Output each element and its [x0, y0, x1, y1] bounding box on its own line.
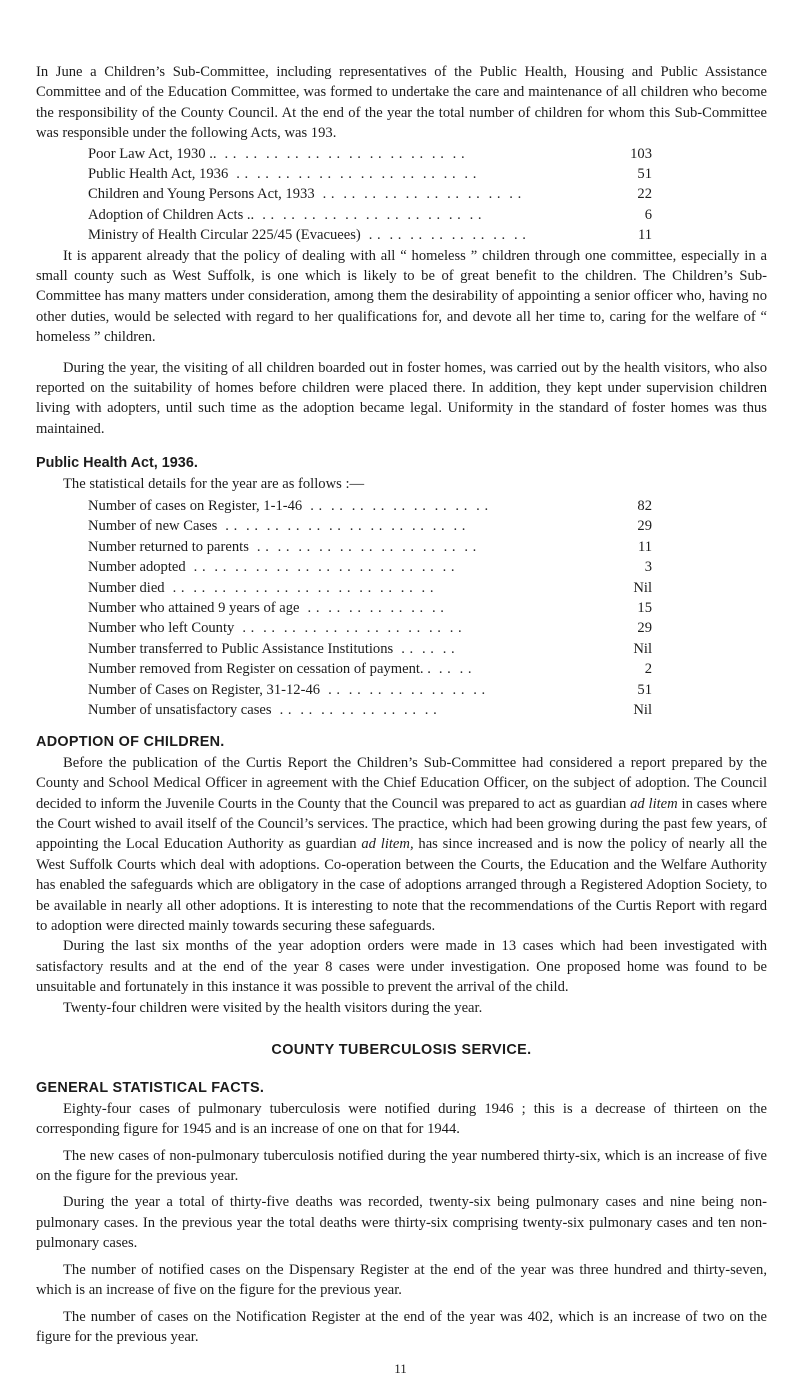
act-label: Adoption of Children Acts ..	[88, 206, 255, 223]
act-label: Public Health Act, 1936	[88, 166, 229, 183]
tb-paragraph-3: During the year a total of thirty-five deaths was recorded, twenty-six being pulmonary cases and nine being non-pulmonary cases. In the previous year the total deaths were thirty-six comprising twenty-six pulmonary cases and ten non-pulmonary cases.	[36, 1194, 767, 1252]
stat-value: 11	[637, 538, 652, 555]
act-row	[88, 225, 652, 245]
statistical-facts-heading: GENERAL STATISTICAL FACTS.	[36, 1080, 265, 1097]
leader-dots: . . . . . . . . . . . . . . . . . . . . . . . .	[224, 145, 466, 162]
stat-label: Number returned to parents	[88, 538, 249, 555]
adoption-text-c: has since increased and is now the policy of nearly all the West Suffolk Courts which deal with adoptions. Co-operation between the Courts, the Education and the Welfare Authority has enabled the safeguards which are obligatory in the case of adoptions arranged through a Registered Adoption Society, to be available in nearly all other adoptions. It is interesting to note that the recommendations of the Curtis Report with regard to adoption were directed mainly towards securing these safeguards.	[36, 836, 767, 934]
public-health-intro: The statistical details for the year are as follows :—	[63, 475, 365, 492]
act-value: 6	[644, 206, 652, 223]
stat-row	[88, 557, 652, 577]
leader-dots: . . . . . . . . . . . . . . . . . . . . . . . .	[236, 166, 477, 183]
stat-value: 15	[637, 600, 652, 616]
stat-value: 29	[637, 518, 652, 535]
stat-value: Nil	[633, 579, 652, 596]
stat-label: Number of unsatisfactory cases	[88, 701, 272, 718]
leader-dots: . . . . . . . . . . . . . . . . . .	[310, 498, 489, 515]
stat-label: Number who left County	[88, 620, 235, 637]
ad-litem-term: ad litem,	[361, 836, 414, 853]
intro-paragraph-2: It is apparent already that the policy of dealing with all “ homeless ” children through one committee, especially in a small county such as West Suffolk, is one which is likely to be of great benefit to the children. The Children’s Sub-Committee has many matters under consideration, among them the desirability of appointing a senior officer who, having no other duties, would be selected with regard to her qualifications for, and devote all her time to, caring for the welfare of “ homeless ” children.	[36, 247, 767, 346]
leader-dots: . . . .	[438, 661, 473, 678]
act-value: 51	[637, 166, 652, 183]
leader-dots: . . . . . . . . . . . . . . . . . . . . . . . . . .	[172, 579, 434, 596]
leader-dots: . . . . . . . . . . . . . . . . . . . .	[322, 186, 522, 203]
leader-dots: . . . . . . . . . . . . . . . . . . . . . .	[262, 206, 483, 223]
act-value: 103	[630, 145, 652, 162]
stat-value: 82	[637, 498, 652, 515]
stat-value: Nil	[633, 640, 652, 657]
ad-litem-term: ad litem	[630, 795, 678, 812]
act-row	[88, 184, 652, 204]
adoption-text-b: in cases where the Court wished to avail itself of the Council’s services. The practice, which had been growing during the past few years, of appointing the Local Education Authority as guardian	[36, 795, 767, 853]
act-label: Ministry of Health Circular 225/45 (Evacuees)	[88, 227, 361, 244]
tb-paragraph-1: Eighty-four cases of pulmonary tuberculosis were notified during 1946 ; this is a decrease of thirteen on the corresponding figure for 1945 and is an increase of one on that for 1944.	[36, 1100, 767, 1138]
stat-value: 29	[637, 620, 652, 637]
act-value: 11	[637, 227, 652, 244]
leader-dots: . . . . . . . . . . . . . . . . . . . . . .	[242, 620, 463, 637]
stat-label: Number of cases on Register, 1-1-46	[88, 498, 303, 515]
act-row	[88, 205, 652, 225]
leader-dots: . . . . . . . . . . . . . . . .	[328, 681, 486, 698]
stat-value: Nil	[633, 701, 652, 718]
stat-label: Number of new Cases	[88, 518, 218, 535]
document-page	[36, 62, 767, 1347]
act-row	[88, 164, 652, 184]
stat-label: Number who attained 9 years of age	[88, 600, 300, 616]
stat-row	[88, 659, 652, 679]
stat-value: 51	[637, 681, 652, 698]
act-label: Children and Young Persons Act, 1933	[88, 186, 315, 203]
adoption-paragraph-2: During the last six months of the year adoption orders were made in 13 cases which had been investigated with satisfactory results and at the end of the year 8 cases were under investigation. One proposed home was found to be unsuitable and fortunately in this instance it was possible to prevent the arrival of the child.	[36, 938, 767, 996]
acts-list	[88, 144, 652, 246]
act-value: 22	[637, 186, 652, 203]
stat-label: Number transferred to Public Assistance Institutions	[88, 640, 394, 657]
stat-label: Number of Cases on Register, 31-12-46	[88, 681, 321, 698]
stat-label: Number removed from Register on cessation of payment. .	[88, 661, 431, 678]
page-number: 11	[394, 1361, 407, 1376]
leader-dots: . . . . . . . . . . . . . . . . . . . . . . . .	[225, 518, 466, 535]
tb-paragraph-4: The number of notified cases on the Dispensary Register at the end of the year was three hundred and thirty-seven, which is an increase of five on the figure for the previous year.	[36, 1261, 767, 1299]
stat-label: Number died	[88, 579, 165, 596]
leader-dots: . . . . . . . . . . . . . . . .	[368, 227, 527, 244]
public-health-heading: Public Health Act, 1936.	[36, 455, 198, 472]
tuberculosis-heading: COUNTY TUBERCULOSIS SERVICE.	[271, 1042, 532, 1059]
stat-value: 2	[644, 661, 652, 678]
stat-row	[88, 537, 652, 557]
tb-paragraph-2: The new cases of non-pulmonary tuberculosis notified during the year numbered thirty-six, which is an increase of five on the figure for the previous year.	[36, 1147, 767, 1185]
adoption-text-a: Before the publication of the Curtis Report the Children’s Sub-Committee had considered a report prepared by the County and School Medical Officer in agreement with the Chief Education Officer, on the subject of adoption. The Council decided to inform the Juvenile Courts in the County that the Council was prepared to act as guardian	[36, 754, 767, 812]
leader-dots: . . . . . . . . . . . . . . . . . . . . . . . . . .	[193, 559, 456, 576]
stat-row	[88, 639, 652, 659]
leader-dots: . . . . . . . . . . . . . . . . . . . . . .	[256, 538, 477, 555]
adoption-paragraph-1	[36, 753, 767, 937]
stat-label: Number adopted	[88, 559, 186, 576]
stat-row	[88, 516, 652, 536]
stat-row	[88, 578, 652, 598]
adoption-paragraph-3: Twenty-four children were visited by the health visitors during the year.	[63, 999, 483, 1016]
act-label: Poor Law Act, 1930 ..	[88, 145, 217, 162]
tb-paragraph-5: The number of cases on the Notification Register at the end of the year was 402, which is an increase of two on the figure for the previous year.	[36, 1308, 767, 1345]
stat-row	[88, 700, 652, 720]
leader-dots: . . . . . . . . . . . . . .	[307, 600, 445, 616]
intro-paragraph-3: During the year, the visiting of all children boarded out in foster homes, was carried out by the health visitors, who also reported on the suitability of homes before children were placed there. In addition, they kept under supervision children living with adopters, until such time as the adoption became legal. Uniformity in the standard of foster homes was thus maintained.	[36, 359, 767, 437]
intro-paragraph-1: In June a Children’s Sub-Committee, including representatives of the Public Health, Housing and Public Assistance Committee and of the Education Committee, was formed to undertake the care and maintenance of all children who become the responsibility of the County Council. At the end of the year the total number of children for whom this Sub-Committee was responsible under the following Acts, was 193.	[36, 64, 767, 142]
leader-dots: . . . . . .	[401, 640, 456, 657]
act-row	[88, 144, 652, 164]
stat-row	[88, 618, 652, 638]
stat-row	[88, 598, 652, 618]
stat-row	[88, 680, 652, 700]
statistics-list	[88, 496, 652, 720]
leader-dots: . . . . . . . . . . . . . . . .	[279, 701, 438, 718]
adoption-heading: ADOPTION OF CHILDREN.	[36, 734, 225, 751]
stat-value: 3	[644, 559, 652, 576]
stat-row	[88, 496, 652, 516]
